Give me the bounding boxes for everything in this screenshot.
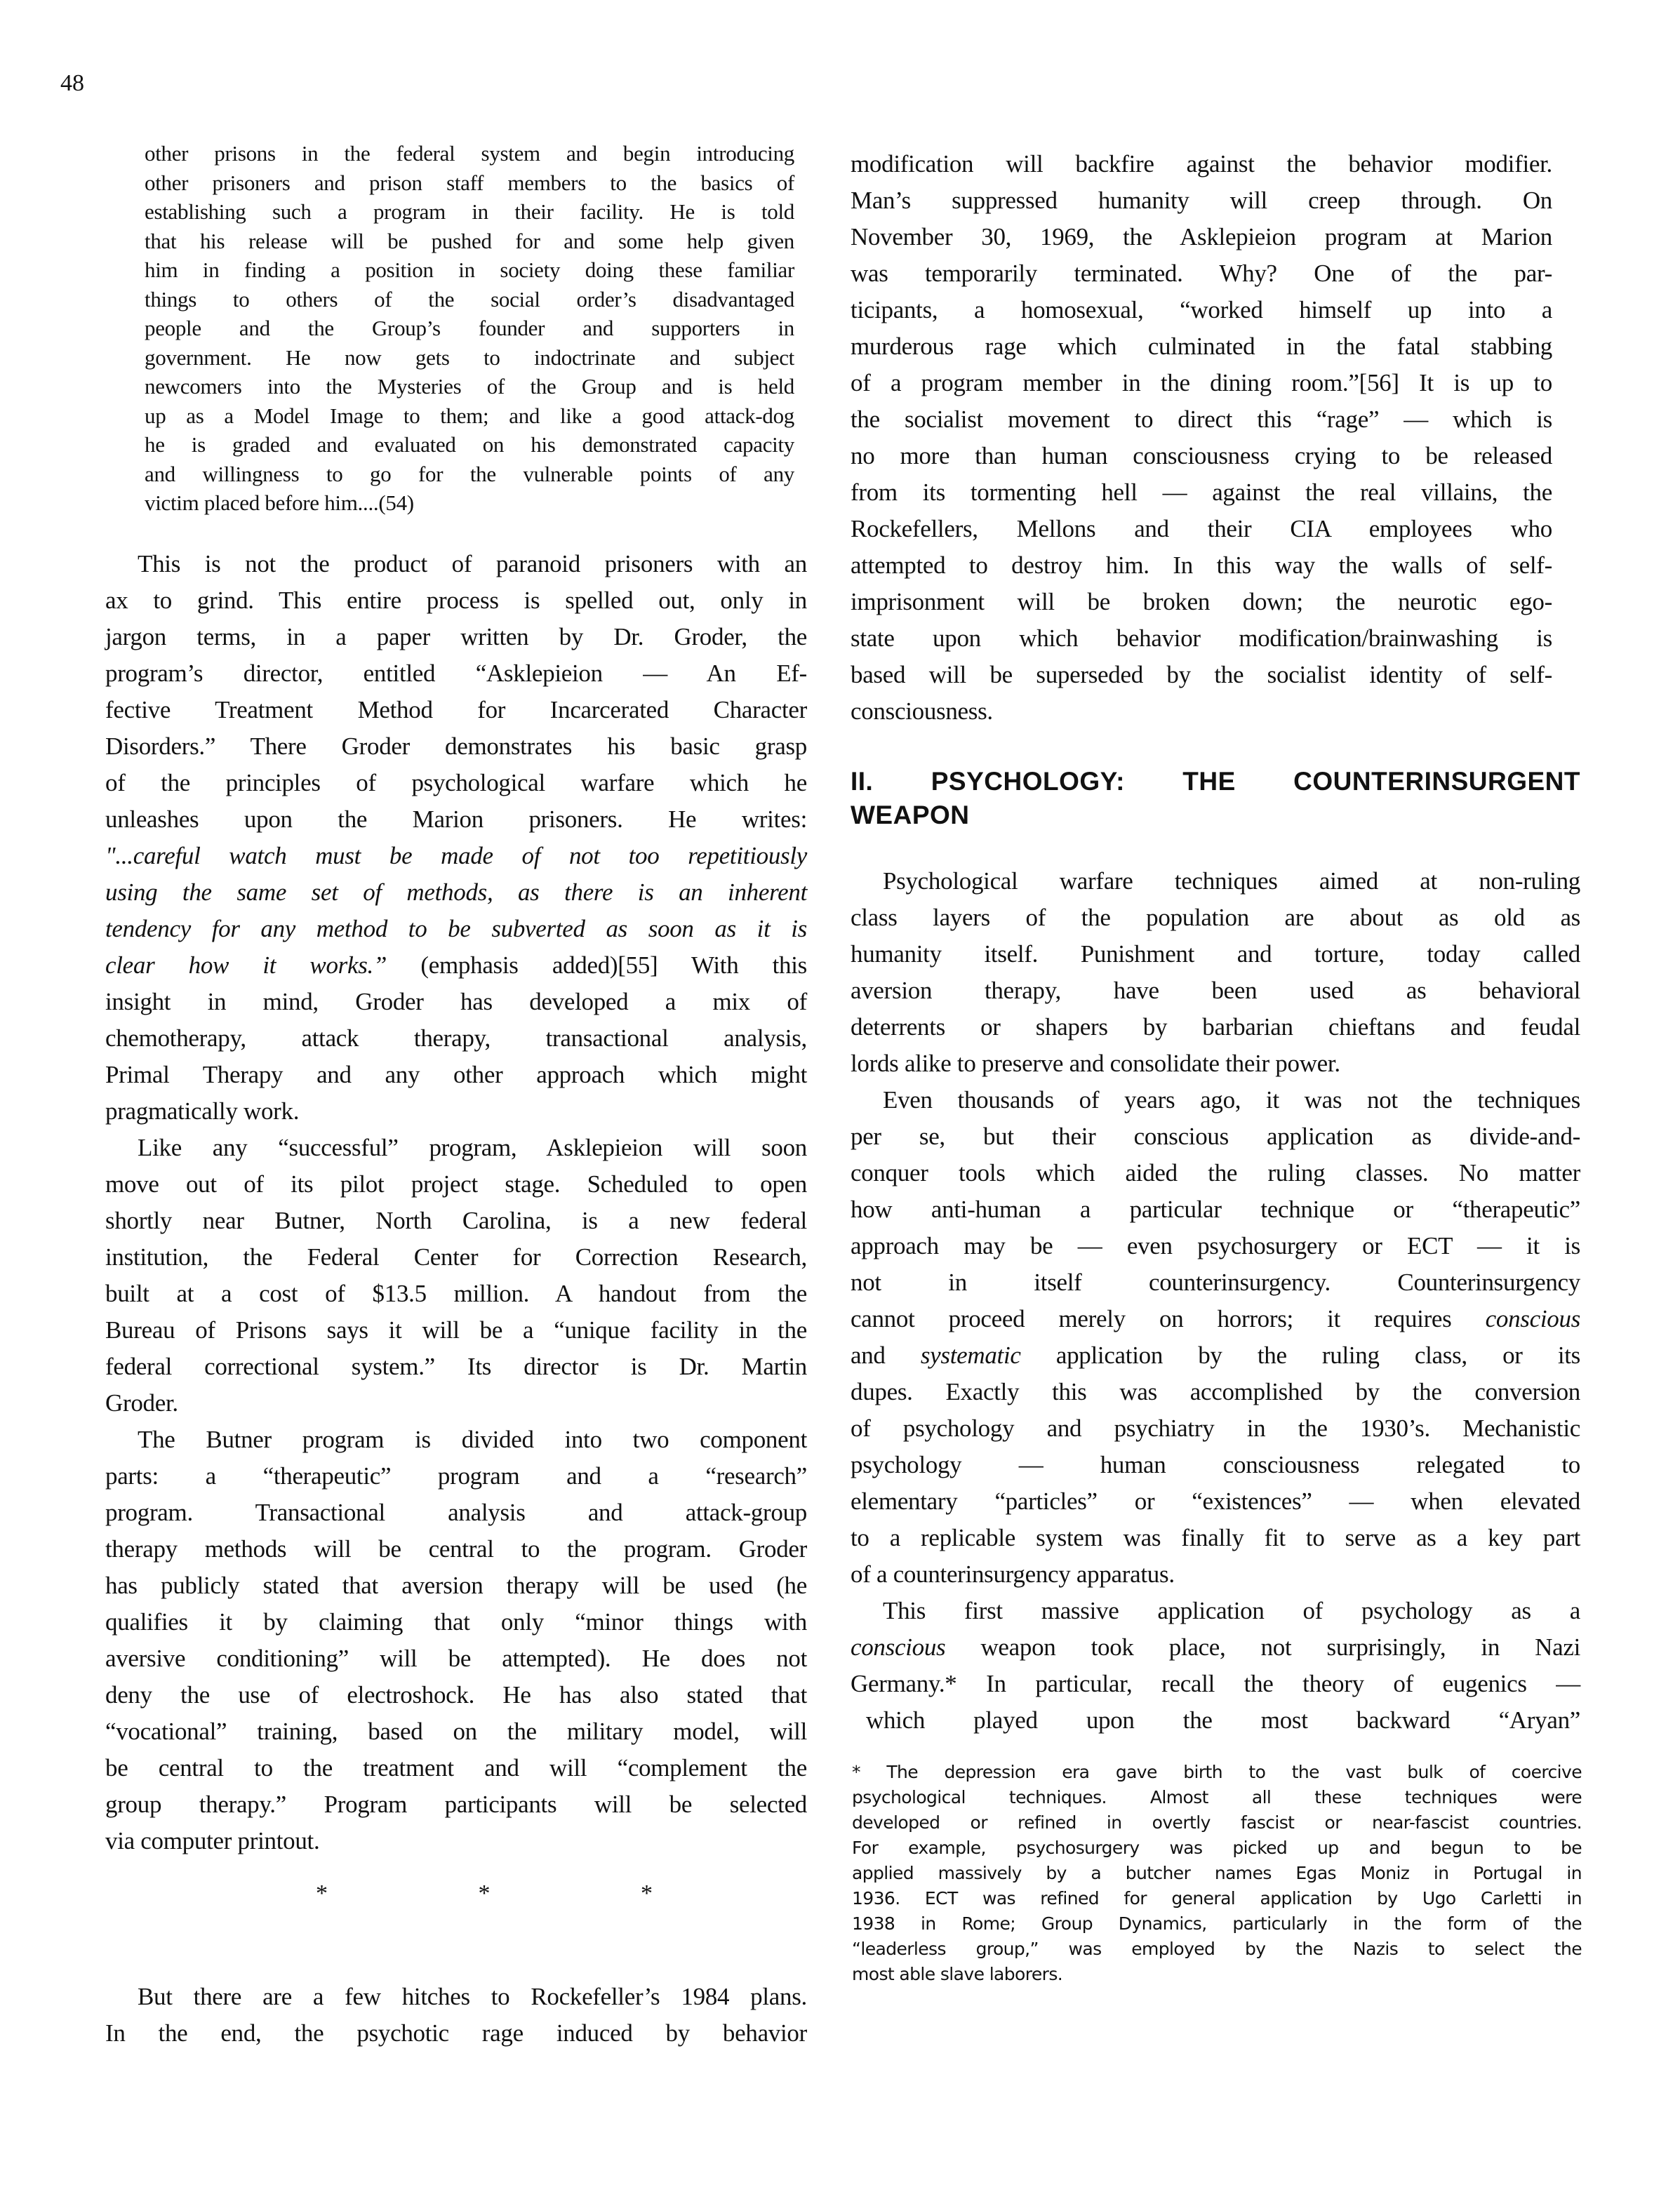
quote-line: other prisoners and prison staff members to the basics of	[145, 170, 794, 195]
page-number: 48	[60, 70, 84, 96]
text-line: how anti-human a particular technique or “therapeutic”	[851, 1196, 1580, 1223]
italic-fragment: systematic	[920, 1342, 1021, 1369]
text-line: murderous rage which culminated in the fatal stabbing	[851, 333, 1552, 360]
roman-fragment: and	[851, 1342, 921, 1369]
heading-line: II. PSYCHOLOGY: THE COUNTERINSURGENT	[851, 767, 1580, 796]
asterisk: *	[316, 1880, 328, 1906]
text-line: consciousness.	[851, 697, 993, 725]
paragraph-butner-facility	[105, 1130, 807, 1422]
text-line: therapy methods will be central to the program. Groder	[105, 1535, 807, 1563]
text-line: parts: a “therapeutic” program and a “research”	[105, 1462, 807, 1490]
text-line: ticipants, a homosexual, “worked himself up into a	[851, 296, 1552, 323]
footnote-line: psychological techniques. Almost all these techniques were	[852, 1787, 1582, 1807]
section-break	[316, 1880, 653, 1907]
text-line: fective Treatment Method for Incarcerated Character	[105, 696, 807, 723]
text-line: via computer printout.	[105, 1827, 320, 1854]
quote-line: other prisons in the federal system and begin introducing	[145, 141, 794, 166]
text-line: group therapy.” Program participants will be selected	[105, 1791, 807, 1818]
text-line: qualifies it by claiming that only “minor things with	[105, 1608, 807, 1636]
footnote-line: developed or refined in overtly fascist or near-fascist countries.	[852, 1812, 1582, 1833]
paragraph-conscious-application	[851, 1082, 1580, 1593]
text-line: The Butner program is divided into two component	[138, 1426, 807, 1453]
text-line: imprisonment will be broken down; the neurotic ego-	[851, 588, 1552, 615]
footnote-line: most able slave laborers.	[852, 1964, 1063, 1984]
heading-line: WEAPON	[851, 801, 970, 829]
text-line: approach may be — even psychosurgery or ECT — it is	[851, 1232, 1580, 1259]
asterisk: *	[641, 1880, 653, 1906]
text-line: based will be superseded by the socialist identity of self-	[851, 661, 1552, 688]
text-line: not in itself counterinsurgency. Counterinsurgency	[851, 1269, 1580, 1296]
text-line: unleashes upon the Marion prisoners. He writes:	[105, 805, 807, 833]
paragraph-butner-program	[105, 1422, 807, 1859]
footnote-line: “leaderless group,” was employed by the Nazis to select the	[852, 1939, 1582, 1959]
text-line: But there are a few hitches to Rockefeller’s 1984 plans.	[138, 1983, 807, 2010]
text-line: move out of its pilot project stage. Scheduled to open	[105, 1170, 807, 1198]
text-line: This is not the product of paranoid prisoners with an	[138, 550, 807, 577]
asterisk: *	[478, 1880, 491, 1906]
mixed-line	[851, 1301, 1580, 1337]
text-line: Germany.* In particular, recall the theory of eugenics —	[851, 1670, 1580, 1697]
text-line: aversive conditioning” will be attempted). He does not	[105, 1645, 807, 1672]
left-column-body	[105, 546, 807, 1859]
text-line: shortly near Butner, North Carolina, is a new federal	[105, 1207, 807, 1234]
quote-line: victim placed before him....(54)	[145, 490, 414, 515]
text-line: pragmatically work.	[105, 1097, 300, 1125]
quote-line: newcomers into the Mysteries of the Group and is held	[145, 374, 794, 399]
quote-line: he is graded and evaluated on his demonstrated capacity	[145, 432, 794, 457]
block-quote	[145, 139, 794, 518]
text-line: be central to the treatment and will “complement the	[105, 1754, 807, 1781]
mixed-line	[105, 947, 807, 984]
text-line: Even thousands of years ago, it was not the techniques	[883, 1086, 1580, 1114]
quote-line: people and the Group’s founder and supporters in	[145, 316, 794, 340]
footnote-line: 1938 in Rome; Group Dynamics, particularly in the form of the	[852, 1913, 1582, 1934]
paragraph-nazi-germany	[851, 1593, 1580, 1739]
text-line: which played upon the most backward “Aryan”	[866, 1706, 1580, 1734]
roman-fragment: cannot proceed merely on horrors; it requires	[851, 1305, 1486, 1332]
footnote-line: applied massively by a butcher names Egas Moniz in Portugal in	[852, 1863, 1582, 1883]
quote-line: that his release will be pushed for and some help given	[145, 228, 794, 253]
text-line: November 30, 1969, the Asklepieion program at Marion	[851, 223, 1552, 250]
footnote-line: 1936. ECT was refined for general application by Ugo Carletti in	[852, 1888, 1582, 1908]
italic-fragment: conscious	[1485, 1305, 1580, 1332]
quote-line: and willingness to go for the vulnerable points of any	[145, 461, 794, 486]
italic-quote-line: "...careful watch must be made of not too repetitiously	[105, 842, 807, 869]
section-heading	[851, 765, 1580, 832]
quote-line: things to others of the social order’s disadvantaged	[145, 286, 794, 312]
mixed-line	[851, 1629, 1580, 1666]
text-line: institution, the Federal Center for Correction Research,	[105, 1243, 807, 1271]
text-line: no more than human consciousness crying to be released	[851, 442, 1552, 469]
text-line: of a program member in the dining room.”[56] It is up to	[851, 369, 1552, 396]
italic-quote-line: using the same set of methods, as there is an inherent	[105, 878, 807, 906]
text-line: class layers of the population are about as old as	[851, 904, 1580, 931]
text-line: to a replicable system was finally fit to serve as a key part	[851, 1524, 1580, 1551]
text-line: dupes. Exactly this was accomplished by the conversion	[851, 1378, 1580, 1405]
text-line: This first massive application of psychology as a	[883, 1597, 1580, 1624]
roman-fragment: weapon took place, not surprisingly, in Nazi	[945, 1633, 1580, 1661]
text-line: “vocational” training, based on the military model, will	[105, 1718, 807, 1745]
paragraph-warfare-techniques	[851, 863, 1580, 1082]
text-line: Psychological warfare techniques aimed at non-ruling	[883, 867, 1580, 895]
text-line: conquer tools which aided the ruling classes. No matter	[851, 1159, 1580, 1186]
text-line: Primal Therapy and any other approach which might	[105, 1061, 807, 1088]
text-line: the socialist movement to direct this “rage” — which is	[851, 406, 1552, 433]
text-line: Bureau of Prisons says it will be a “unique facility in the	[105, 1316, 807, 1344]
text-line: of a counterinsurgency apparatus.	[851, 1560, 1175, 1588]
text-line: built at a cost of $13.5 million. A handout from the	[105, 1280, 807, 1307]
text-line: Rockefellers, Mellons and their CIA employees who	[851, 515, 1552, 542]
quote-line: him in finding a position in society doing these familiar	[145, 258, 794, 282]
footnote-line: For example, psychosurgery was picked up and begun to be	[852, 1838, 1582, 1858]
text-line: attempted to destroy him. In this way the walls of self-	[851, 552, 1552, 579]
text-line: chemotherapy, attack therapy, transactional analysis,	[105, 1024, 807, 1052]
text-line: of psychology and psychiatry in the 1930’s. Mechanistic	[851, 1415, 1580, 1442]
text-line: modification will backfire against the behavior modifier.	[851, 150, 1552, 178]
italic-quote-line: tendency for any method to be subverted as soon as it is	[105, 915, 807, 942]
paragraph-backfire	[851, 146, 1552, 730]
text-line: aversion therapy, have been used as behavioral	[851, 977, 1580, 1004]
text-line: lords alike to preserve and consolidate their power.	[851, 1050, 1340, 1077]
footnote	[852, 1760, 1582, 1987]
italic-fragment: clear how it works.”	[105, 951, 387, 979]
text-line: deny the use of electroshock. He has also stated that	[105, 1681, 807, 1709]
quote-line: up as a Model Image to them; and like a good attack-dog	[145, 403, 794, 428]
text-line: psychology — human consciousness relegated to	[851, 1451, 1580, 1478]
text-line: jargon terms, in a paper written by Dr. Groder, the	[105, 623, 807, 650]
footnote-line: * The depression era gave birth to the vast bulk of coercive	[852, 1762, 1582, 1782]
text-line: Groder.	[105, 1389, 178, 1417]
text-line: Disorders.” There Groder demonstrates his basic grasp	[105, 733, 807, 760]
text-line: of the principles of psychological warfare which he	[105, 769, 807, 796]
text-line: Like any “successful” program, Asklepieion will soon	[138, 1134, 807, 1161]
text-line: has publicly stated that aversion therapy will be used (he	[105, 1572, 807, 1599]
text-line: deterrents or shapers by barbarian chieftans and feudal	[851, 1013, 1580, 1041]
text-line: In the end, the psychotic rage induced by behavior	[105, 2019, 807, 2047]
text-line: program. Transactional analysis and attack-group	[105, 1499, 807, 1526]
paragraph-groder-paper	[105, 546, 807, 1130]
text-line: humanity itself. Punishment and torture, today called	[851, 940, 1580, 968]
roman-fragment: (emphasis added)[55] With this	[387, 951, 808, 979]
text-line: federal correctional system.” Its director is Dr. Martin	[105, 1353, 807, 1380]
right-column-body	[851, 863, 1580, 1739]
text-line: program’s director, entitled “Asklepieion — An Ef-	[105, 660, 807, 687]
text-line: per se, but their conscious application as divide-and-	[851, 1123, 1580, 1150]
text-line: insight in mind, Groder has developed a mix of	[105, 988, 807, 1015]
text-line: Man’s suppressed humanity will creep through. On	[851, 187, 1552, 214]
text-line: was temporarily terminated. Why? One of the par-	[851, 260, 1552, 287]
roman-fragment: application by the ruling class, or its	[1020, 1342, 1580, 1369]
paragraph-hitches	[105, 1979, 807, 2052]
text-line: from its tormenting hell — against the real villains, the	[851, 479, 1552, 506]
quote-line: establishing such a program in their facility. He is told	[145, 199, 794, 224]
text-line: elementary “particles” or “existences” — when elevated	[851, 1488, 1580, 1515]
text-line: state upon which behavior modification/brainwashing is	[851, 624, 1552, 652]
text-line: ax to grind. This entire process is spelled out, only in	[105, 587, 807, 614]
quote-line: government. He now gets to indoctrinate and subject	[145, 345, 794, 370]
mixed-line	[851, 1337, 1580, 1374]
italic-fragment: conscious	[851, 1633, 946, 1661]
